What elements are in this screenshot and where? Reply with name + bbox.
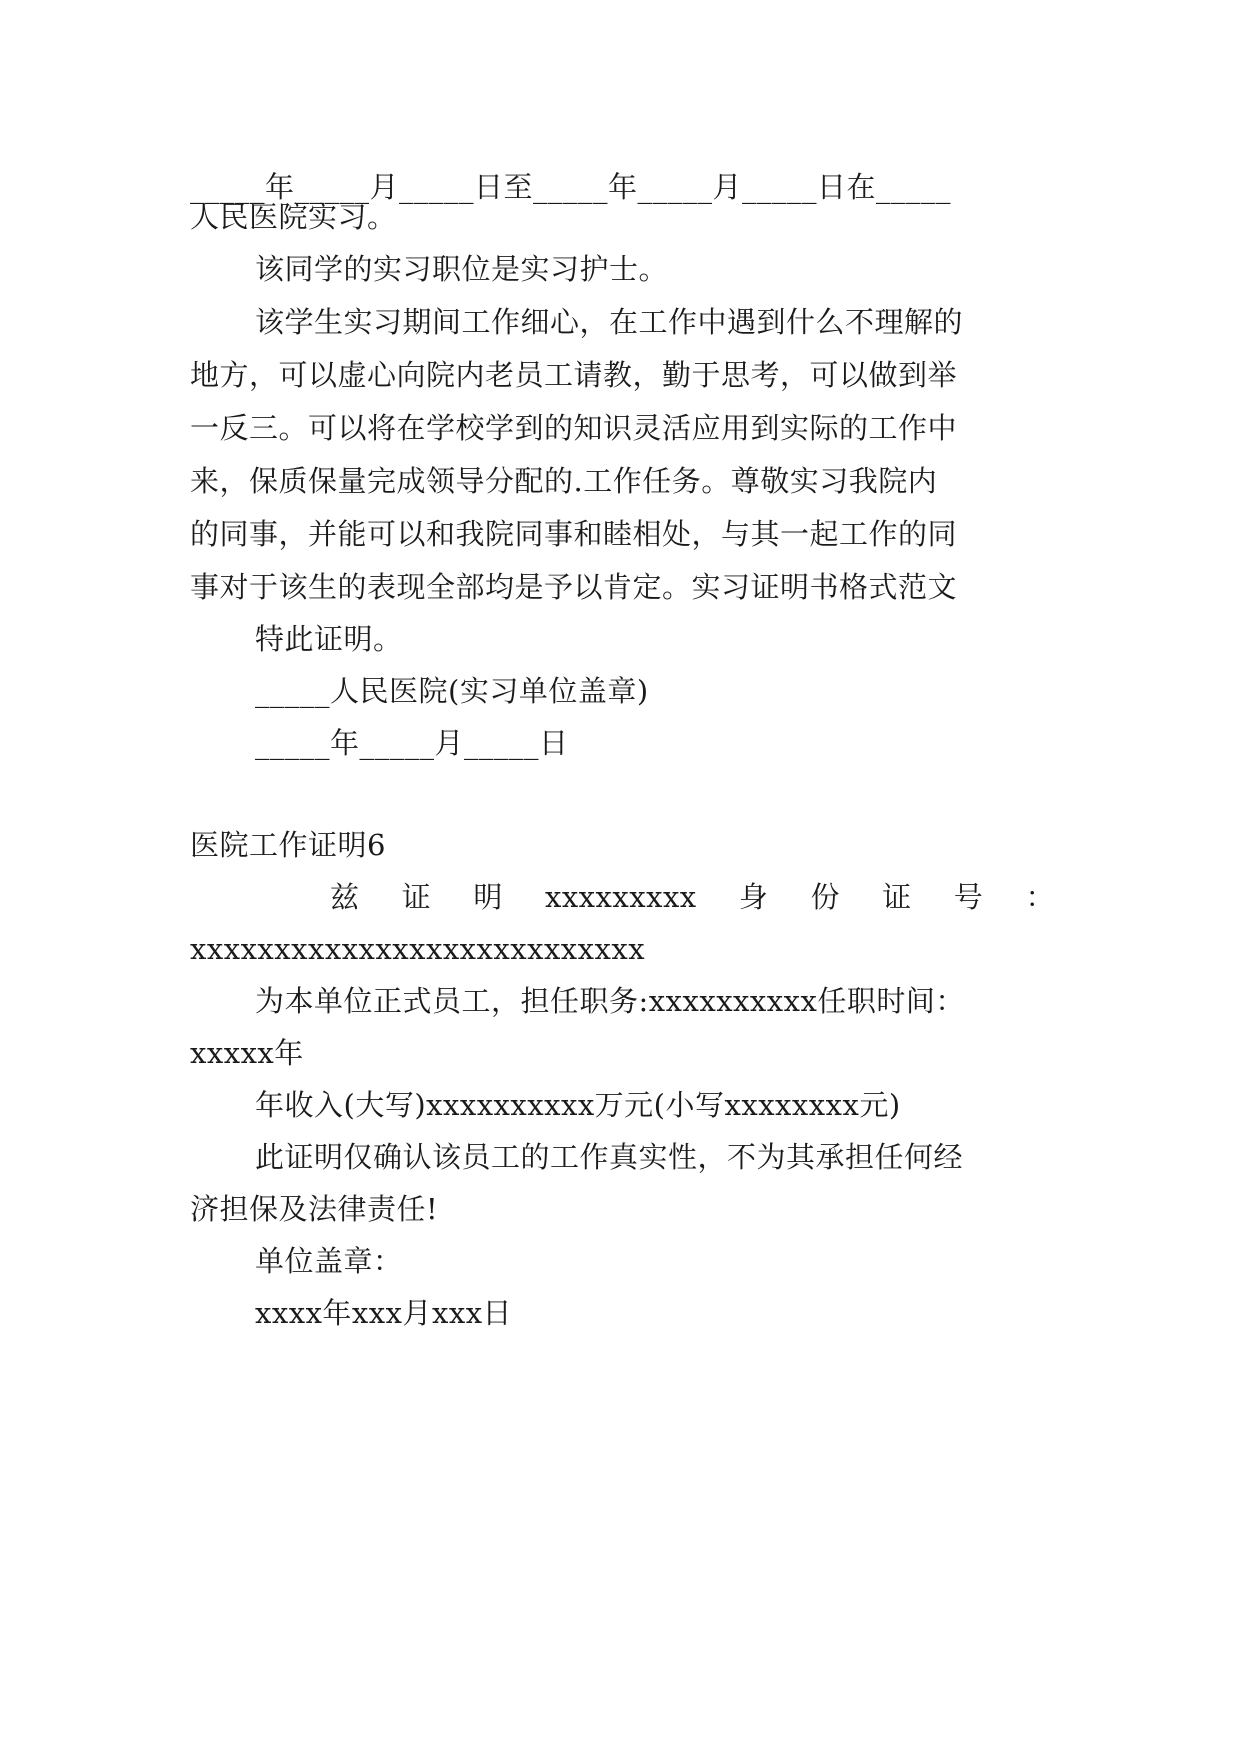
intro-word-3: 明 [473,880,503,914]
disclaimer-line-1: 此证明仅确认该员工的工作真实性，不为其承担任何经 [255,1140,964,1174]
intro-word-4: xxxxxxxxx [544,880,697,914]
certify-intro-line [330,868,1055,926]
employment-line-1: 为本单位正式员工，担任职务:xxxxxxxxxx任职时间： [255,984,965,1018]
intro-word-6: 份 [810,880,840,914]
section-title: 医院工作证明6 [190,828,386,862]
employment-line-2: xxxxx年 [190,1036,304,1070]
evaluation-line-5: 的同事，并能可以和我院同事和睦相处，与其一起工作的同 [190,517,958,551]
closing-text: 特此证明。 [255,622,403,656]
id-number: xxxxxxxxxxxxxxxxxxxxxxxxxxx [190,932,646,966]
intro-word-8: 号 [953,880,984,914]
intro-word-9: ： [1025,880,1055,914]
intro-word-5: 身 [738,880,769,914]
evaluation-line-2: 地方，可以虚心向院内老员工请教，勤于思考，可以做到举 [190,358,958,392]
hospital-line: 人民医院实习。 [190,200,397,234]
evaluation-line-1: 该学生实习期间工作细心，在工作中遇到什么不理解的 [255,305,964,339]
intro-word-1: 兹 [330,880,360,914]
disclaimer-line-2: 济担保及法律责任! [190,1192,439,1226]
hospital-stamp-line: _____人民医院(实习单位盖章) [255,674,649,708]
intro-word-7: 证 [882,880,912,914]
internship-date-text: _____年_____月_____日至_____年_____月_____日在_____ [190,170,952,204]
income-line: 年收入(大写)xxxxxxxxxx万元(小写xxxxxxxx元) [255,1088,901,1122]
evaluation-line-3: 一反三。可以将在学校学到的知识灵活应用到实际的工作中 [190,411,958,445]
intro-word-2: 证 [401,880,432,914]
certificate-date: xxxx年xxx月xxx日 [255,1296,513,1330]
internship-position: 该同学的实习职位是实习护士。 [255,252,669,286]
evaluation-line-4: 来，保质保量完成领导分配的.工作任务。尊敬实习我院内 [190,464,938,498]
signature-date: _____年_____月_____日 [255,726,569,760]
evaluation-line-6: 事对于该生的表现全部均是予以肯定。实习证明书格式范文 [190,570,958,604]
unit-stamp-label: 单位盖章： [255,1244,403,1278]
